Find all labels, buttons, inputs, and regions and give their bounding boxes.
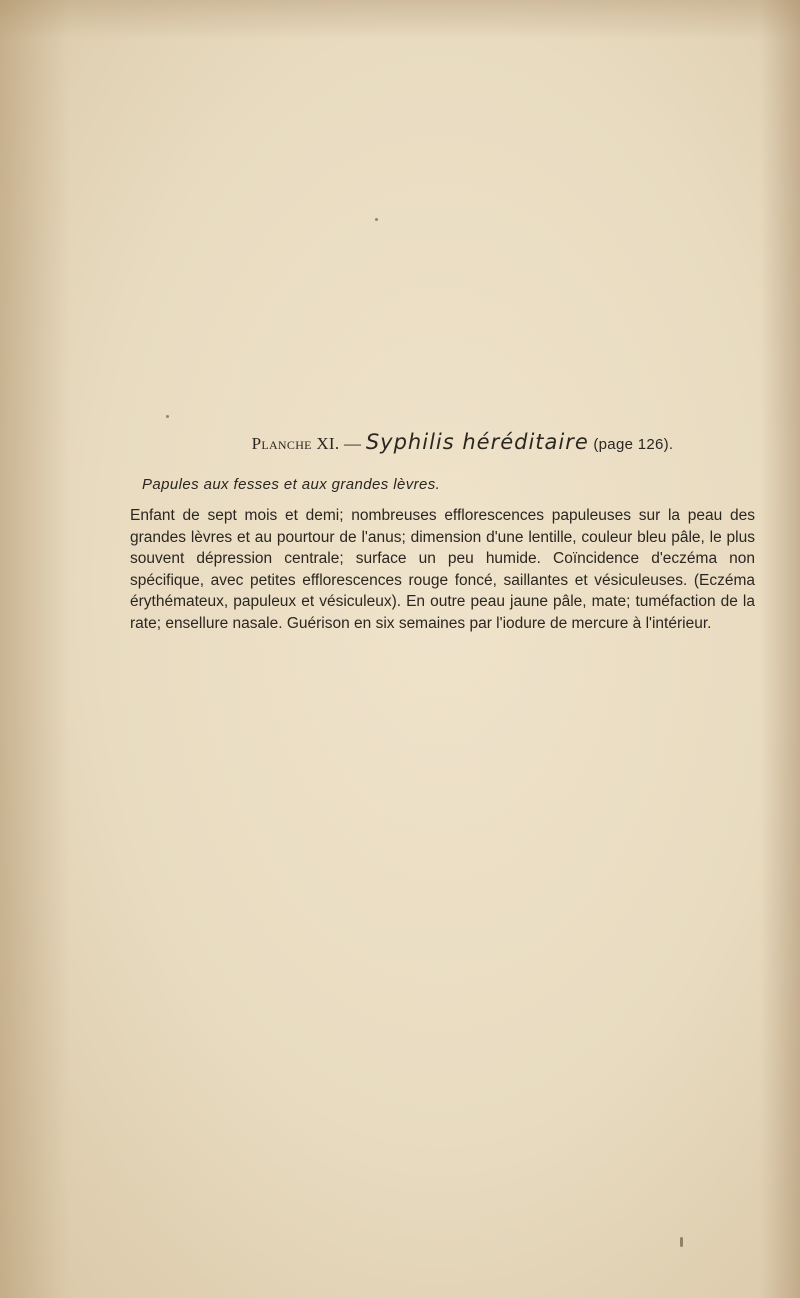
heading-dash: — <box>339 434 366 453</box>
plate-title: Syphilis héréditaire <box>365 430 589 454</box>
paper-edge-left <box>0 0 70 1298</box>
plate-subtitle: Papules aux fesses et aux grandes lèvres. <box>142 476 441 493</box>
paper-speck <box>375 218 378 221</box>
page-reference: (page 126). <box>593 436 674 453</box>
paper-speck <box>680 1237 683 1247</box>
plate-heading <box>130 430 755 454</box>
paper-edge-right <box>760 0 800 1298</box>
plate-label: Planche XI. <box>251 434 340 453</box>
paper-edge-top <box>0 0 800 40</box>
paper-speck <box>166 415 169 418</box>
plate-description: Enfant de sept mois et demi; nombreuses efflorescences papuleuses sur la peau des grandes lèvres et au pourtour de l'anus; dimension d'une lentille, couleur bleu pâle, le plus souvent dépression centrale; surface un peu humide. Coïncidence d'eczéma non spécifique, avec petites efflorescences rouge foncé, saillantes et vésiculeuses. (Eczéma érythémateux, papuleux et vésiculeux). En outre peau jaune pâle, mate; tuméfaction de la rate; ensellure nasale. Guérison en six semaines par l'iodure de mercure à l'intérieur. <box>130 507 755 632</box>
plate-caption <box>130 430 755 634</box>
